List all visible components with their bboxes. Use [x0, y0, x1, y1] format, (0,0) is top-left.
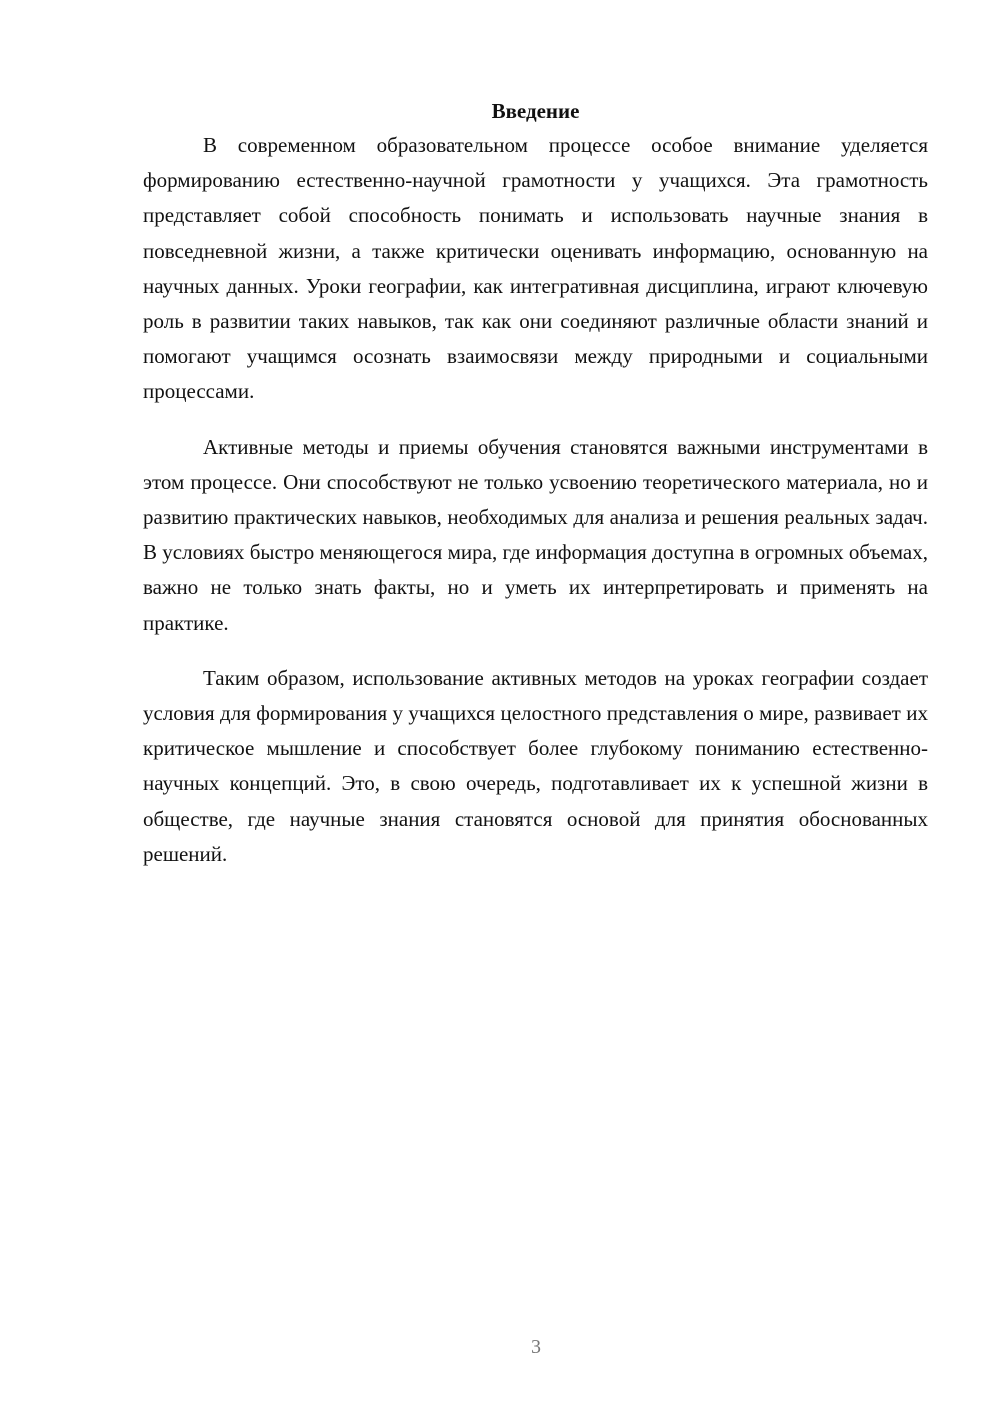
paragraph-3: Таким образом, использование активных методов на уроках географии создает условия для формирования у учащихся целостного представления о мире, развивает их критическое мышление и способствует более глубокому пониманию естественно-научных концепций. Это, в свою очередь, подготавливает их к успешной жизни в обществе, где научные знания становятся основой для принятия обоснованных решений. [143, 665, 928, 866]
page-content [143, 96, 928, 872]
page-number: 3 [531, 1336, 541, 1358]
section-heading: Введение [491, 99, 580, 123]
paragraph-1: В современном образовательном процессе особое внимание уделяется формированию естественно-научной грамотности у учащихся. Эта грамотность представляет собой способность понимать и использовать научные знания в повседневной жизни, а также критически оценивать информацию, основанную на научных данных. Уроки географии, как интегративная дисциплина, играют ключевую роль в развитии таких навыков, так как они соединяют различные области знаний и помогают учащимся осознать взаимосвязи между природными и социальными процессами. [143, 133, 928, 404]
paragraph-2: Активные методы и приемы обучения становятся важными инструментами в этом процессе. Они способствуют не только усвоению теоретического материала, но и развитию практических навыков, необходимых для анализа и решения реальных задач. В условиях быстро меняющегося мира, где информация доступна в огромных объемах, важно не только знать факты, но и уметь их интерпретировать и применять на практике. [143, 434, 928, 635]
